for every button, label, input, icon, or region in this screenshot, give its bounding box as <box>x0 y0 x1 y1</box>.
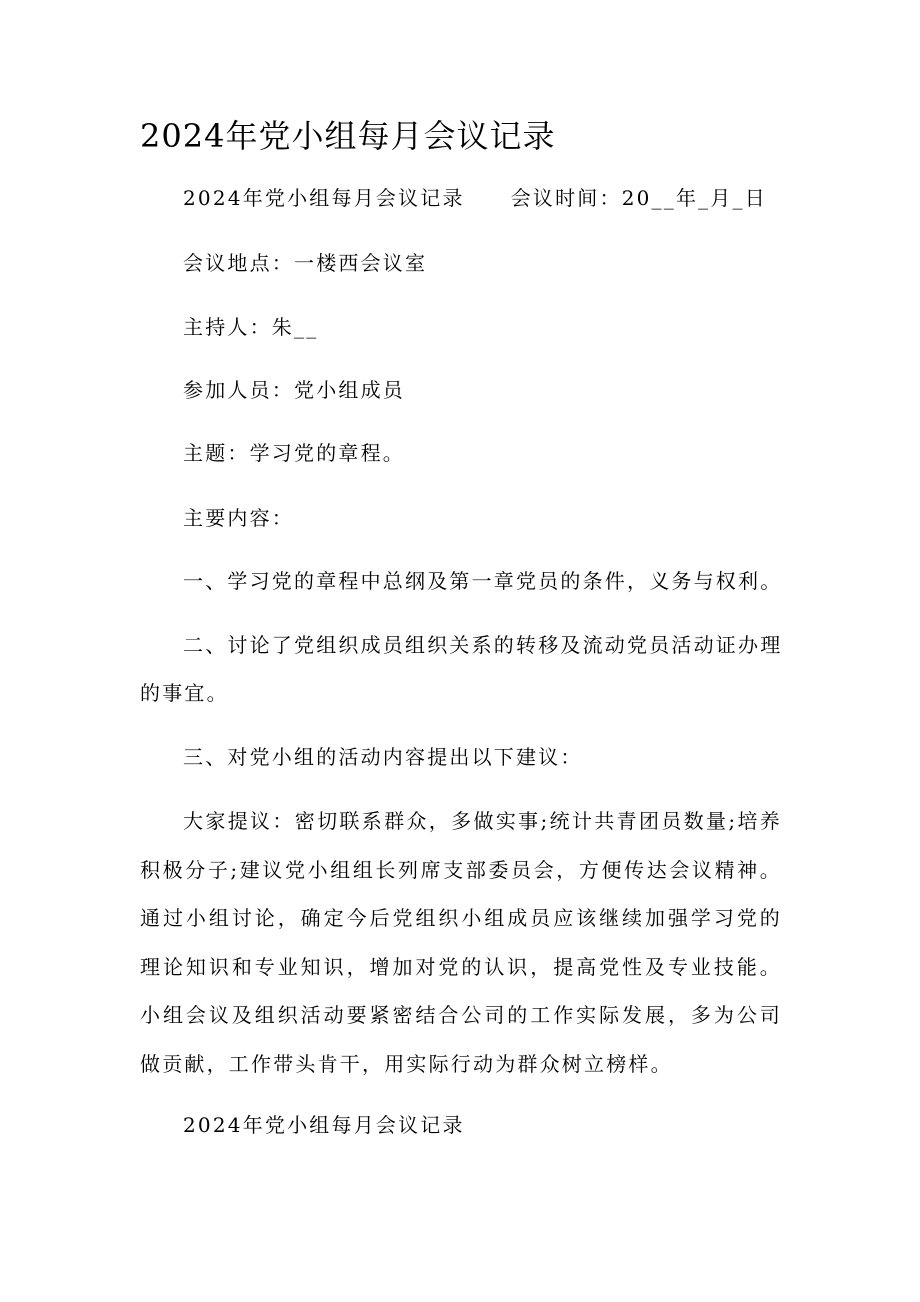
meeting-host: 主持人：朱__ <box>183 315 319 339</box>
meeting-location: 会议地点：一楼西会议室 <box>183 251 428 275</box>
main-content-label: 主要内容： <box>183 506 294 530</box>
meeting-topic: 主题：学习党的章程。 <box>183 441 405 465</box>
header-line <box>183 182 767 214</box>
content-item-3: 三、对党小组的活动内容提出以下建议： <box>183 745 583 769</box>
content-item-2-line-1: 二、讨论了党组织成员组织关系的转移及流动党员活动证办理 <box>183 633 783 657</box>
meeting-time: 会议时间：20__年_月_日 <box>510 186 767 210</box>
content-item-1: 一、学习党的章程中总纲及第一章党员的条件，义务与权利。 <box>183 569 783 593</box>
document-title: 2024年党小组每月会议记录 <box>140 117 556 155</box>
suggestions-paragraph: 大家提议：密切联系群众，多做实事;统计共青团员数量;培养积极分子;建议党小组组长列席支部委员会，方便传达会议精神。通过小组讨论，确定今后党组织小组成员应该继续加强学习党的理论知识和专业知识，增加对党的认识，提高党性及专业技能。小组会议及组织活动要紧密结合公司的工作实际发展，多为公司做贡献，工作带头肯干，用实际行动为群众树立榜样。 <box>140 809 782 1076</box>
meeting-attendees: 参加人员：党小组成员 <box>183 378 405 402</box>
header-doc-name: 2024年党小组每月会议记录 <box>183 186 465 210</box>
content-item-2-line-2: 的事宜。 <box>140 681 229 705</box>
footer-repeat-title: 2024年党小组每月会议记录 <box>183 1113 465 1137</box>
